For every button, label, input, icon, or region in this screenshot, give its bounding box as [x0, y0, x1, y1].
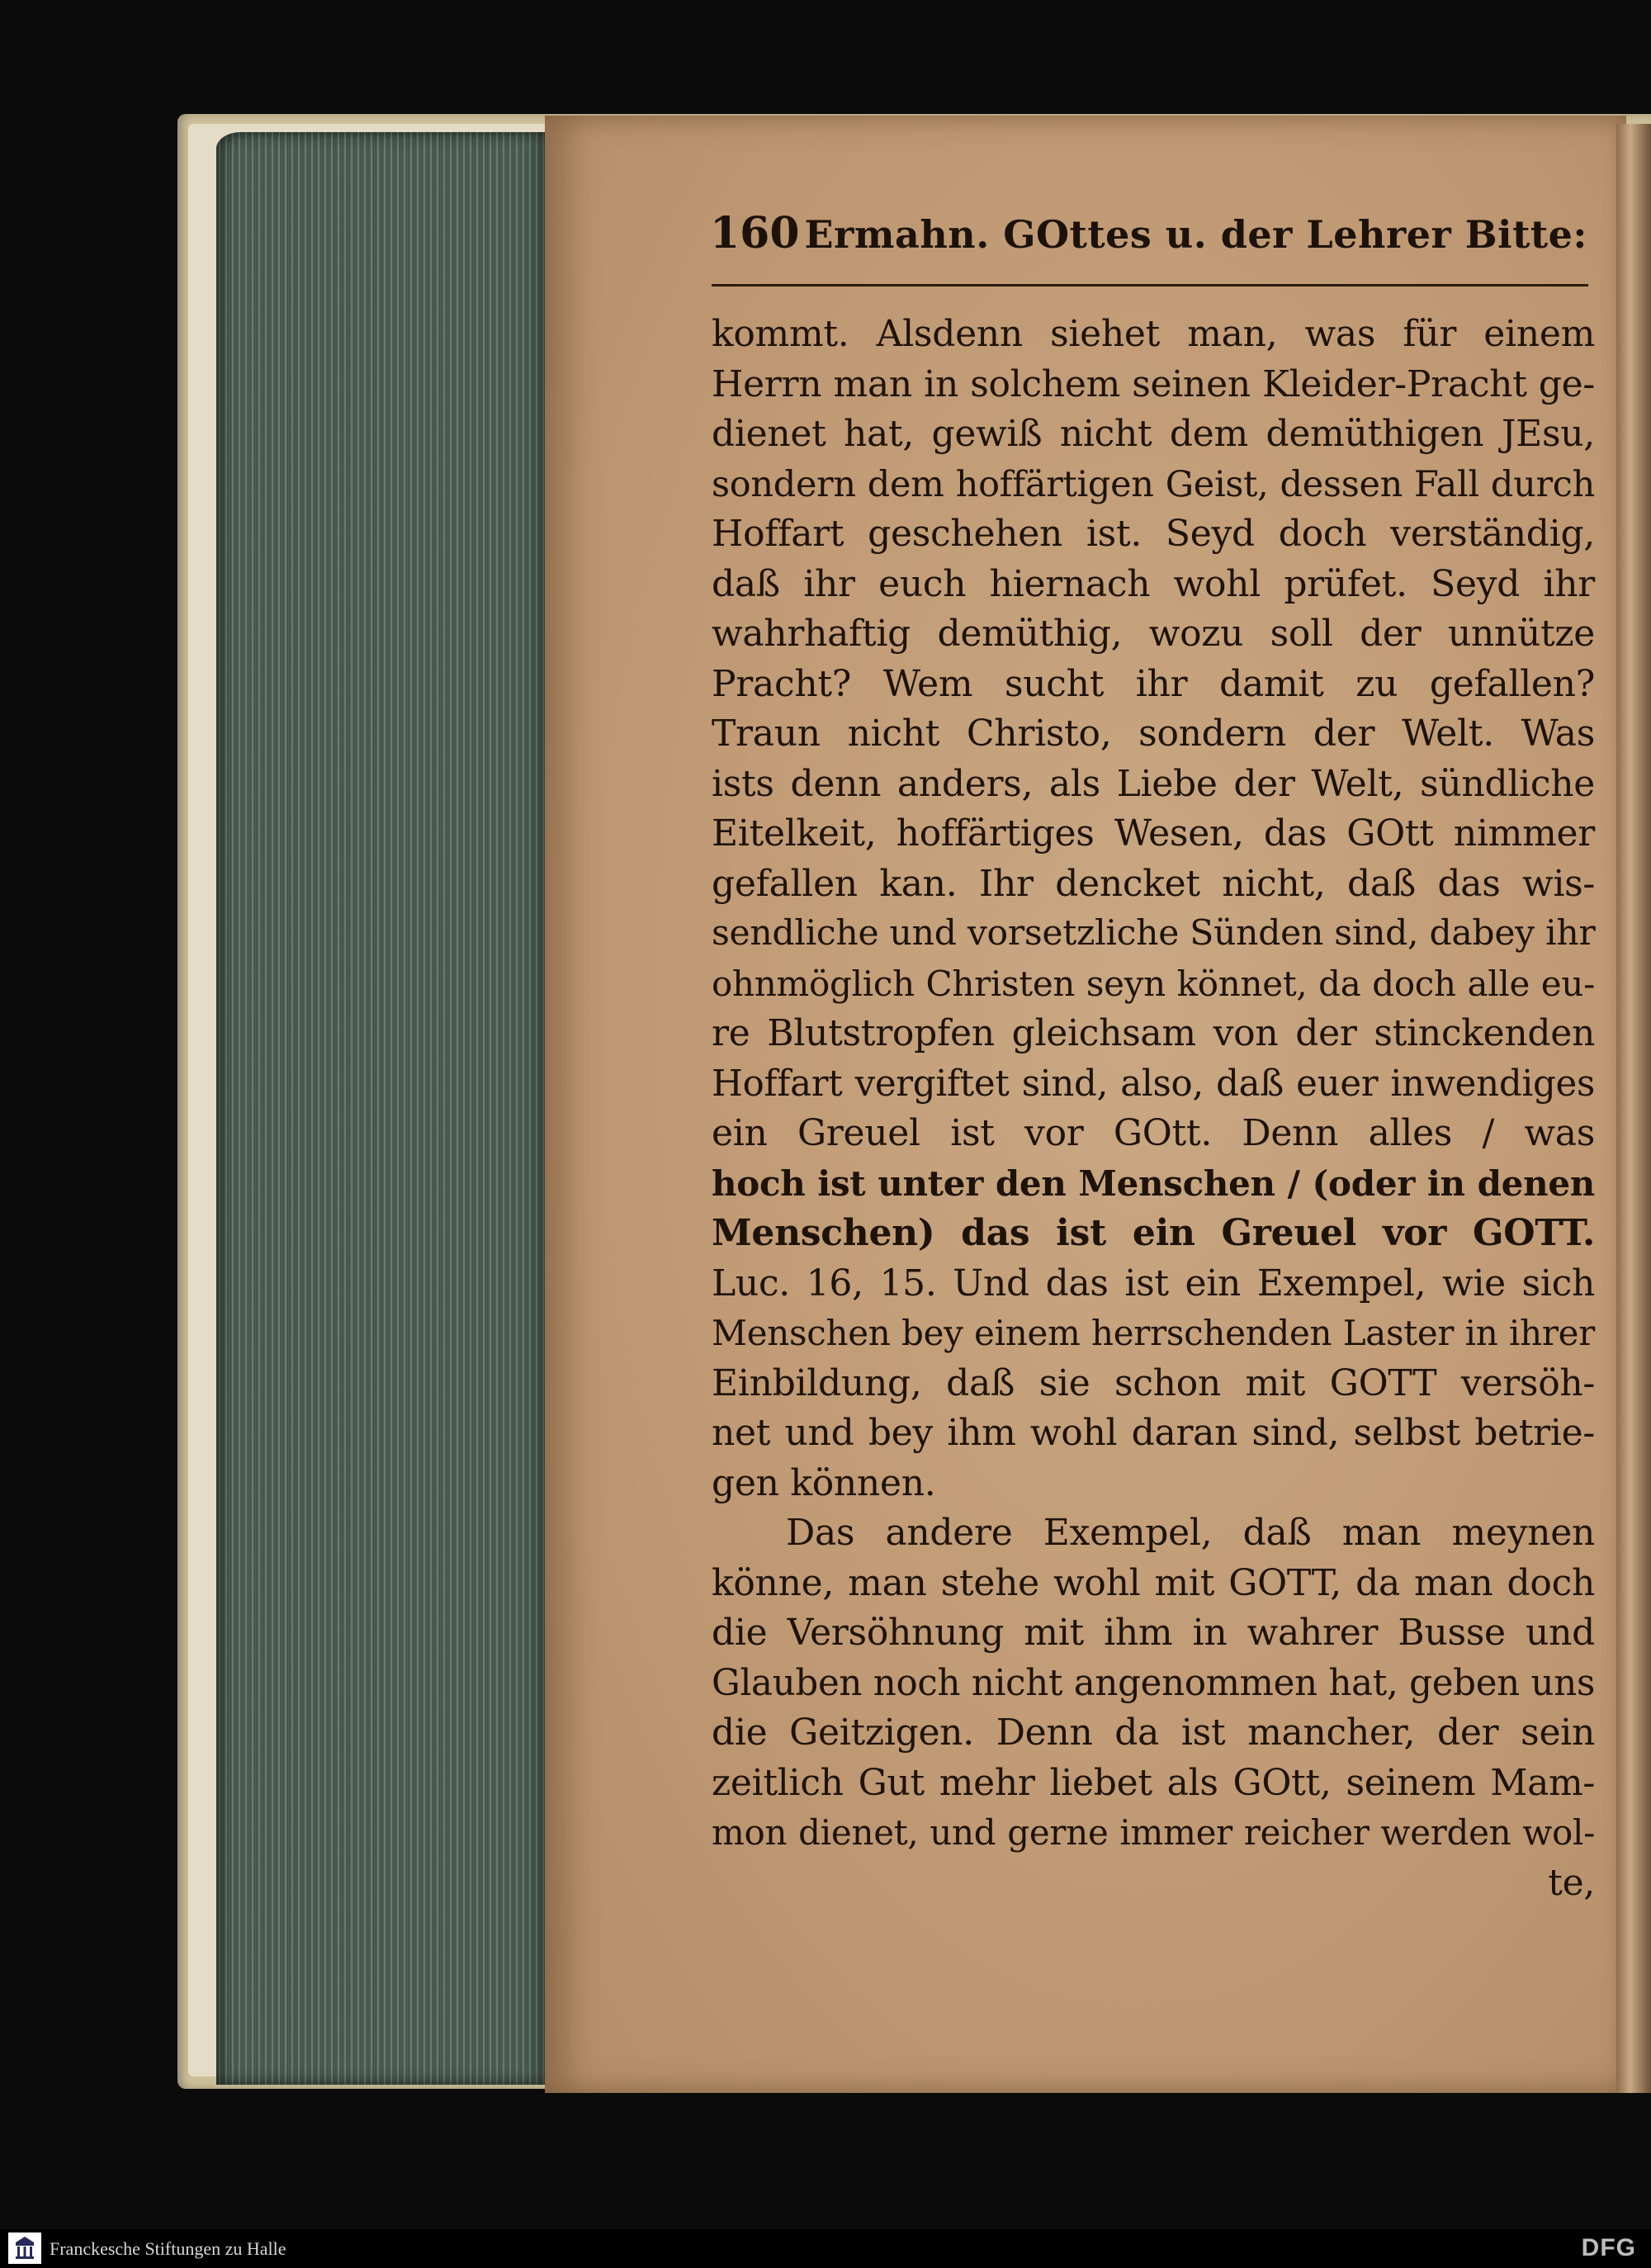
- crest-shape: [14, 2236, 35, 2261]
- text-line: Glauben noch nicht angenommen hat, geben uns: [712, 1662, 1595, 1704]
- text-line: zeitlich Gut mehr liebet als GOtt, seinem Mam-: [712, 1761, 1595, 1804]
- page-number: 160: [710, 208, 800, 258]
- text-line: Menschen bey einem herrschenden Laster in ihrer: [712, 1313, 1595, 1353]
- header-rule: [712, 284, 1588, 286]
- running-header: [710, 208, 1593, 274]
- paragraph-start-line: Das andere Exempel, daß man meynen: [786, 1512, 1595, 1554]
- text-line: gen können.: [712, 1461, 936, 1504]
- page-gutter: [1616, 124, 1651, 2093]
- text-line: gefallen kan. Ihr dencket nicht, daß das wis-: [712, 862, 1595, 905]
- text-line: ohnmöglich Christen seyn könnet, da doch alle eu-: [712, 963, 1595, 1004]
- text-line: Pracht? Wem sucht ihr damit zu gefallen?: [712, 662, 1595, 705]
- building-crest-icon: [8, 2232, 41, 2264]
- text-line: Einbildung, daß sie schon mit GOTT versöh-: [712, 1361, 1595, 1404]
- text-line: kommt. Alsdenn siehet man, was für einem: [712, 313, 1595, 355]
- text-line: net und bey ihm wohl daran sind, selbst betrie-: [712, 1412, 1595, 1454]
- text-line: sendliche und vorsetzliche Sünden sind, dabey ihr: [712, 913, 1596, 954]
- text-line: dienet hat, gewiß nicht dem demüthigen JEsu,: [712, 413, 1595, 455]
- library-name: Franckesche Stiftungen zu Halle: [50, 2238, 286, 2259]
- text-line: Hoffart vergiftet sind, also, daß euer inwendiges: [712, 1063, 1595, 1105]
- text-line: die Versöhnung mit ihm in wahrer Busse und: [712, 1612, 1595, 1654]
- text-line: daß ihr euch hiernach wohl prüfet. Seyd ihr: [712, 562, 1595, 605]
- catchword: te,: [1548, 1861, 1595, 1904]
- text-line: Hoffart geschehen ist. Seyd doch verständig,: [712, 513, 1595, 555]
- text-line: wahrhaftig demüthig, wozu soll der unnütze: [712, 613, 1595, 655]
- page-edges-stack: [216, 132, 551, 2085]
- text-line: mon dienet, und gerne immer reicher werden wol-: [712, 1812, 1595, 1853]
- text-line: ein Greuel ist vor GOtt. Denn alles / was: [712, 1112, 1595, 1154]
- text-line: die Geitzigen. Denn da ist mancher, der sein: [712, 1712, 1595, 1754]
- text-line: Luc. 16, 15. Und das ist ein Exempel, wie sich: [712, 1262, 1595, 1304]
- text-line-emphasis: Menschen) das ist ein Greuel vor GOTT.: [712, 1212, 1595, 1254]
- text-line: Eitelkeit, hoffärtiges Wesen, das GOtt nimmer: [712, 812, 1595, 855]
- text-line: Herrn man in solchem seinen Kleider-Pracht ge-: [712, 362, 1595, 405]
- dfg-logo: DFG: [1581, 2234, 1636, 2261]
- text-line: könne, man stehe wohl mit GOTT, da man doch: [712, 1561, 1595, 1604]
- text-line: sondern dem hoffärtigen Geist, dessen Fall durch: [712, 463, 1595, 505]
- body-text: [712, 310, 1595, 1908]
- text-line: ists denn anders, als Liebe der Welt, sündliche: [712, 762, 1595, 805]
- running-title: Ermahn. GOttes u. der Lehrer Bitte:: [804, 212, 1587, 257]
- text-line: re Blutstropfen gleichsam von der stinckenden: [712, 1012, 1595, 1054]
- text-line: Traun nicht Christo, sondern der Welt. Was: [712, 713, 1595, 755]
- text-line-emphasis: hoch ist unter den Menschen / (oder in denen: [712, 1162, 1595, 1204]
